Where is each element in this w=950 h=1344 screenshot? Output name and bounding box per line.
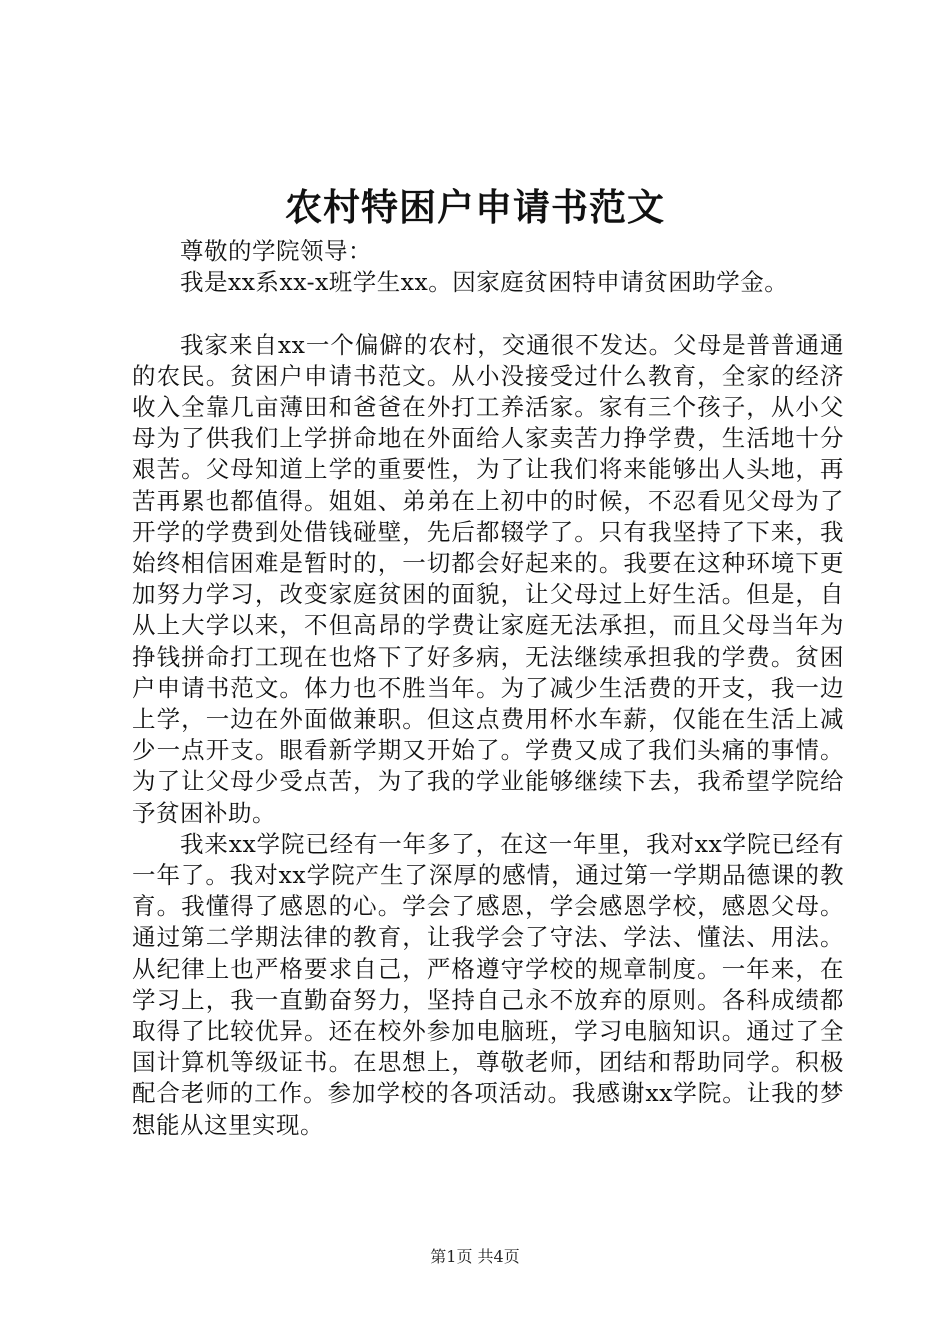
- body-paragraph-2: 我来xx学院已经有一年多了，在这一年里，我对xx学院已经有一年了。我对xx学院产生了深厚的感情，通过第一学期品德课的教育。我懂得了感恩的心。学会了感恩，学会感恩学校，感恩父母。通过第二学期法律的教育，让我学会了守法、学法、懂法、用法。从纪律上也严格要求自己，严格遵守学校的规章制度。一年来，在学习上，我一直勤奋努力，坚持自己永不放弃的原则。各科成绩都取得了比较优异。还在校外参加电脑班，学习电脑知识。通过了全国计算机等级证书。在思想上，尊敬老师，团结和帮助同学。积极配合老师的工作。参加学校的各项活动。我感谢xx学院。让我的梦想能从这里实现。: [132, 829, 844, 1139]
- blank-line: [132, 298, 844, 329]
- salutation: 尊敬的学院领导：: [180, 237, 372, 265]
- body-paragraph-1: 我家来自xx一个偏僻的农村，交通很不发达。父母是普普通通的农民。贫困户申请书范文。从小没接受过什么教育，全家的经济收入全靠几亩薄田和爸爸在外打工养活家。家有三个孩子，从小父母为了供我们上学拼命地在外面给人家卖苦力挣学费，生活地十分艰苦。父母知道上学的重要性，为了让我们将来能够出人头地，再苦再累也都值得。姐姐、弟弟在上初中的时候，不忍看见父母为了开学的学费到处借钱碰壁，先后都辍学了。只有我坚持了下来，我始终相信困难是暂时的，一切都会好起来的。我要在这种环境下更加努力学习，改变家庭贫困的面貌，让父母过上好生活。但是，自从上大学以来，不但高昂的学费让家庭无法承担，而且父母当年为挣钱拼命打工现在也烙下了好多病，无法继续承担我的学费。贫困户申请书范文。体力也不胜当年。为了减少生活费的开支，我一边上学，一边在外面做兼职。但这点费用杯水车薪，仅能在生活上减少一点开支。眼看新学期又开始了。学费又成了我们头痛的事情。为了让父母少受点苦，为了我的学业能够继续下去，我希望学院给予贫困补助。: [132, 330, 844, 827]
- document-body: [132, 236, 844, 1141]
- page-footer: 第1页 共4页: [430, 1247, 520, 1266]
- document-title: 农村特困户申请书范文: [285, 186, 665, 229]
- intro-paragraph: 我是xx系xx-x班学生xx。因家庭贫困特申请贫困助学金。: [180, 268, 789, 297]
